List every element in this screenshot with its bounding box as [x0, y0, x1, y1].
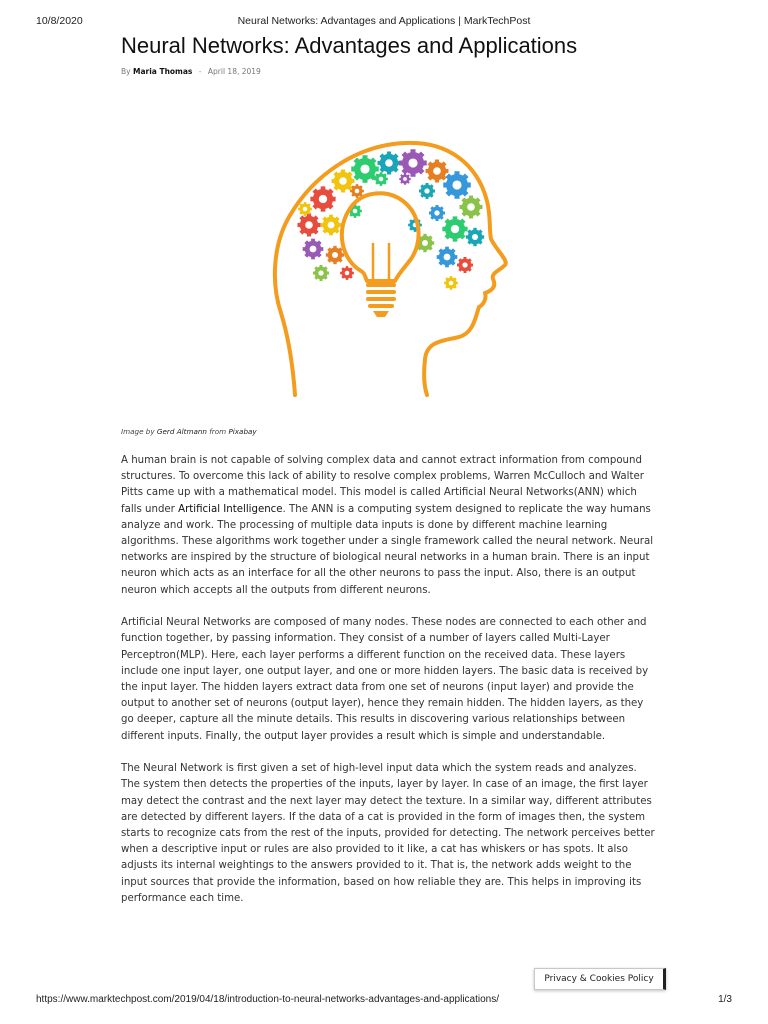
gear-icon: [326, 246, 344, 264]
gear-icon: [303, 239, 324, 260]
gear-icon: [374, 172, 388, 186]
print-page-title: Neural Networks: Advantages and Applications | MarkTechPost: [237, 15, 531, 27]
gear-icon: [419, 183, 435, 199]
gear-icon: [442, 216, 467, 241]
print-date: 10/8/2020: [36, 15, 83, 27]
head-silhouette: [275, 143, 506, 395]
gear-icon: [310, 186, 335, 211]
paragraph-1: [121, 453, 656, 599]
gear-icon: [444, 276, 458, 290]
ai-link[interactable]: Artificial Intelligence: [178, 503, 283, 515]
caption-middle: from: [209, 427, 227, 436]
image-caption: [121, 427, 257, 436]
publish-date: April 18, 2019: [207, 67, 261, 76]
caption-source-link[interactable]: Pixabay: [228, 427, 257, 436]
gear-icon: [321, 215, 342, 236]
caption-credit-link[interactable]: Gerd Altmann: [156, 427, 207, 436]
article-body: [121, 453, 656, 923]
gear-icon: [332, 170, 355, 193]
paragraph-3: The Neural Network is first given a set of high-level input data which the system reads and analyzes. The system then detects the properties of the inputs, layer by layer. In case of an image, the first layer may detect the contrast and the next layer may detect the texture. In a similar way, different attributes are detected by different layers. If the data of a cat is provided in the form of images then, the system starts to recognize cats from the rest of the inputs, provided for detecting. The network perceives better when a descriptive input or rules are also provided to it like, a cat has whiskers or has spots. It also adjusts its internal weightings to the answers provided to it. That is, the network adds weight to the input sources that provide the information, based on how reliable they are. This helps in improving its performance each time.: [121, 763, 655, 904]
byline-separator: -: [198, 67, 202, 76]
author-link[interactable]: Maria Thomas: [132, 67, 193, 76]
caption-prefix: Image by: [121, 427, 155, 436]
gear-icon: [437, 247, 458, 268]
gear-icon: [298, 214, 321, 237]
gear-icon: [313, 265, 329, 281]
gear-icon: [399, 149, 427, 177]
byline-prefix: By: [121, 67, 131, 76]
gear-icon: [378, 152, 401, 175]
article-title: Neural Networks: Advantages and Applications: [121, 33, 578, 58]
gears-cluster: [298, 149, 485, 290]
brain-lightbulb-gears-illustration: [265, 133, 525, 397]
page-number: 1/3: [718, 994, 732, 1005]
gear-icon: [460, 196, 483, 219]
gear-icon: [466, 228, 484, 246]
print-url: https://www.marktechpost.com/2019/04/18/introduction-to-neural-networks-advantages-and-applications/: [36, 994, 500, 1005]
print-header: [0, 15, 768, 29]
gear-icon: [399, 173, 410, 184]
gear-icon: [457, 257, 473, 273]
gear-icon: [443, 171, 471, 199]
gear-icon: [298, 202, 312, 216]
gear-icon: [340, 266, 354, 280]
paragraph-1-text-end: . The ANN is a computing system designed to replicate the way humans analyze and work. The processing of multiple data inputs is done by different machine learning algorithms. These algorithms work together under a single framework called the neural network. Neural networks are inspired by the structure of biological neural networks in a human brain. There is an input neuron which acts as an interface for all the other neurons to pass the input. Also, there is an output neuron which accepts all the outputs from different neurons.: [121, 503, 654, 596]
byline: [121, 67, 261, 76]
paragraph-2: Artificial Neural Networks are composed of many nodes. These nodes are connected to each other and function together, by passing information. They consist of a number of layers called Multi-Layer Perceptron(MLP). Here, each layer performs a different function on the received data. These layers include one input layer, one output layer, and one or more hidden layers. The basic data is received by the input layer. The hidden layers extract data from one set of neurons (input layer) and provide the output to another set of neurons (output layer), hence they remain hidden. The hidden layers, as they go deeper, capture all the minute details. This results in discovering various relationships between different inputs. Finally, the output layer provides a result which is simple and understandable.: [121, 617, 649, 742]
gear-icon: [426, 160, 449, 183]
paragraph-1-text: A human brain is not capable of solving complex data and cannot extract information from compound structures. To overcome this lack of ability to resolve complex problems, Warren McCulloch and Walter Pitts came up with a mathematical model. This model is called Artificial Neural Networks(ANN) which falls under: [121, 455, 644, 515]
gear-icon: [429, 205, 445, 221]
privacy-cookies-button[interactable]: Privacy & Cookies Policy: [534, 968, 666, 990]
